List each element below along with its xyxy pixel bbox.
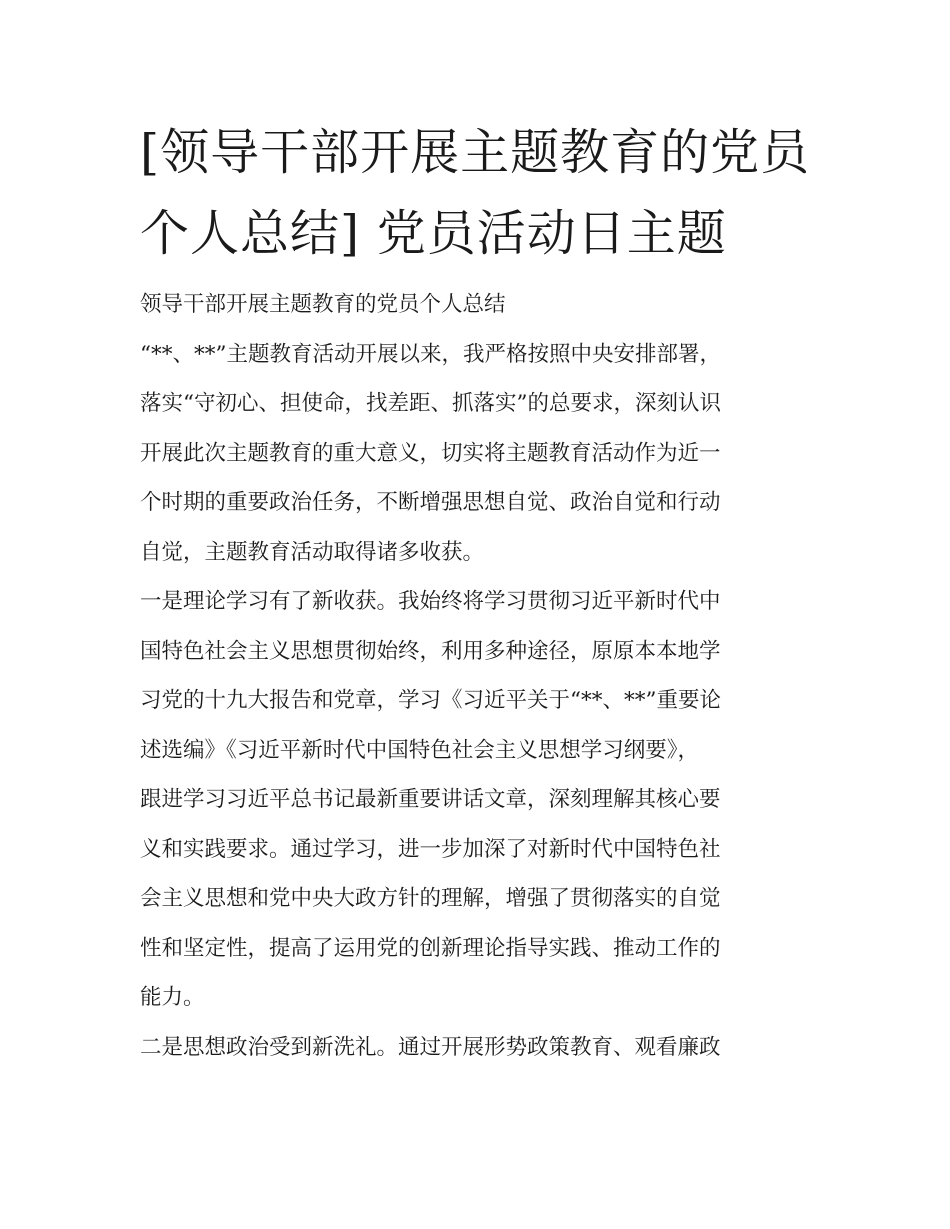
text-line: 个时期的重要政治任务，不断增强思想自觉、政治自觉和行动 <box>140 490 721 515</box>
document-body <box>140 280 820 1072</box>
text-line: 开展此次主题教育的重大意义，切实将主题教育活动作为近一 <box>140 440 721 466</box>
paragraph-political-thought <box>140 1023 820 1073</box>
text-line: 国特色社会主义思想贯彻始终，利用多种途径，原原本本地学 <box>140 638 721 664</box>
title-line: [领导干部开展主题教育的党员 <box>140 124 811 181</box>
text-line: 义和实践要求。通过学习，进一步加深了对新时代中国特色社 <box>140 836 721 862</box>
text-line: 能力。 <box>140 985 205 1010</box>
title-line: 个人总结] 党员活动日主题 <box>140 205 727 262</box>
text-line: “**、**”主题教育活动开展以来，我严格按照中央安排部署， <box>140 341 721 367</box>
text-line: 会主义思想和党中央大政方针的理解，增强了贯彻落实的自觉 <box>140 886 721 911</box>
document-title <box>140 112 820 274</box>
document-subtitle: 领导干部开展主题教育的党员个人总结 <box>140 292 506 317</box>
text-line: 一是理论学习有了新收获。我始终将学习贯彻习近平新时代中 <box>140 589 721 614</box>
text-line: 跟进学习习近平总书记最新重要讲话文章，深刻理解其核心要 <box>140 787 721 812</box>
paragraph-intro <box>140 330 820 578</box>
text-line: 落实“守初心、担使命，找差距、抓落实”的总要求，深刻认识 <box>140 391 721 416</box>
text-line: 自觉，主题教育活动取得诸多收获。 <box>140 539 485 565</box>
paragraph-theory-study <box>140 577 820 1023</box>
text-line: 二是思想政治受到新洗礼。通过开展形势政策教育、观看廉政 <box>140 1034 721 1060</box>
text-line: 性和坚定性，提高了运用党的创新理论指导实践、推动工作的 <box>140 935 721 961</box>
text-line: 习党的十九大报告和党章，学习《习近平关于“**、**”重要论 <box>140 688 721 713</box>
text-line: 述选编》《习近平新时代中国特色社会主义思想学习纲要》， <box>140 737 700 763</box>
